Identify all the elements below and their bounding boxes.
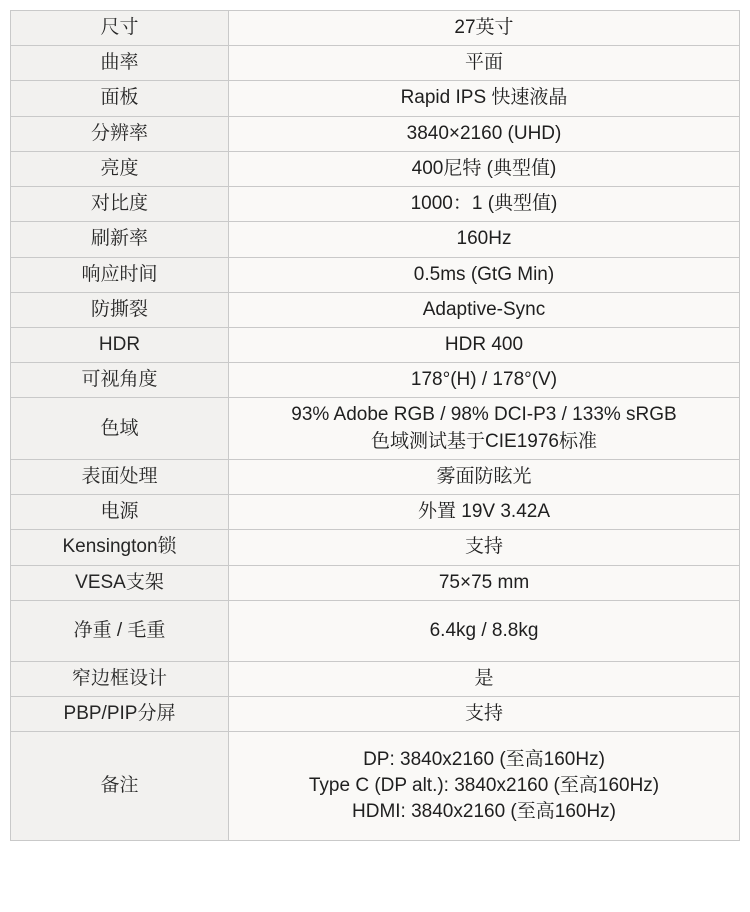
spec-label: Kensington锁 xyxy=(11,530,229,565)
spec-value-line: 178°(H) / 178°(V) xyxy=(410,369,558,391)
table-row xyxy=(11,600,740,661)
spec-value-lines xyxy=(235,85,733,111)
spec-label: HDR xyxy=(11,327,229,362)
spec-value-lines xyxy=(235,402,733,454)
spec-label: 可视角度 xyxy=(11,363,229,398)
spec-value xyxy=(229,565,740,600)
spec-label: PBP/PIP分屏 xyxy=(11,696,229,731)
spec-value-lines xyxy=(235,332,733,358)
spec-label: 面板 xyxy=(11,81,229,116)
spec-value xyxy=(229,363,740,398)
table-row xyxy=(11,661,740,696)
table-row xyxy=(11,459,740,494)
spec-value-line: 0.5ms (GtG Min) xyxy=(413,263,555,285)
spec-label: 对比度 xyxy=(11,187,229,222)
spec-value-line: 1000：1 (典型值) xyxy=(410,193,558,215)
spec-value xyxy=(229,292,740,327)
table-row xyxy=(11,398,740,459)
spec-value-lines xyxy=(235,666,733,692)
spec-value-lines xyxy=(235,570,733,596)
table-row xyxy=(11,565,740,600)
spec-label: 曲率 xyxy=(11,46,229,81)
spec-label: 备注 xyxy=(11,732,229,841)
spec-value-line: 3840×2160 (UHD) xyxy=(406,122,562,144)
spec-value-line: Type C (DP alt.): 3840x2160 (至高160Hz) xyxy=(308,775,660,797)
spec-value-line: 160Hz xyxy=(456,228,512,250)
spec-value xyxy=(229,151,740,186)
spec-value-lines xyxy=(235,499,733,525)
spec-label: 响应时间 xyxy=(11,257,229,292)
spec-value-lines xyxy=(235,747,733,826)
spec-value-lines xyxy=(235,156,733,182)
spec-label: 色域 xyxy=(11,398,229,459)
spec-value-lines xyxy=(235,297,733,323)
spec-value-lines xyxy=(235,534,733,560)
table-row xyxy=(11,187,740,222)
spec-value-line: 6.4kg / 8.8kg xyxy=(429,619,539,641)
table-row xyxy=(11,81,740,116)
table-row xyxy=(11,11,740,46)
spec-value xyxy=(229,222,740,257)
spec-value xyxy=(229,459,740,494)
spec-value xyxy=(229,398,740,459)
spec-value-lines xyxy=(235,121,733,147)
spec-value-line: 色域测试基于CIE1976标准 xyxy=(371,430,597,452)
spec-label: 亮度 xyxy=(11,151,229,186)
spec-value xyxy=(229,661,740,696)
spec-value xyxy=(229,696,740,731)
table-row xyxy=(11,363,740,398)
table-row xyxy=(11,327,740,362)
table-row xyxy=(11,222,740,257)
spec-value xyxy=(229,257,740,292)
spec-value xyxy=(229,116,740,151)
spec-value-line: 75×75 mm xyxy=(438,571,530,593)
spec-value-lines xyxy=(235,262,733,288)
spec-value-line: 支持 xyxy=(464,536,503,558)
table-row xyxy=(11,151,740,186)
spec-value xyxy=(229,327,740,362)
spec-value xyxy=(229,46,740,81)
spec-label: 电源 xyxy=(11,495,229,530)
spec-value-lines xyxy=(235,464,733,490)
spec-value-line: 支持 xyxy=(464,702,503,724)
spec-value xyxy=(229,732,740,841)
spec-value-line: 平面 xyxy=(464,52,503,74)
spec-value xyxy=(229,11,740,46)
spec-value xyxy=(229,187,740,222)
spec-value-line: DP: 3840x2160 (至高160Hz) xyxy=(363,748,605,770)
spec-value-line: Rapid IPS 快速液晶 xyxy=(400,87,568,109)
spec-label: VESA支架 xyxy=(11,565,229,600)
table-row xyxy=(11,257,740,292)
spec-value-lines xyxy=(235,191,733,217)
spec-value-line: 400尼特 (典型值) xyxy=(411,157,557,179)
table-row xyxy=(11,292,740,327)
spec-value-lines xyxy=(235,50,733,76)
spec-value-line: 是 xyxy=(474,667,494,689)
spec-label: 防撕裂 xyxy=(11,292,229,327)
table-body xyxy=(11,11,740,841)
spec-label: 尺寸 xyxy=(11,11,229,46)
table-row xyxy=(11,495,740,530)
specification-table xyxy=(10,10,740,841)
spec-value-line: 93% Adobe RGB / 98% DCI-P3 / 133% sRGB xyxy=(291,404,677,426)
spec-value xyxy=(229,81,740,116)
spec-value-lines xyxy=(235,226,733,252)
spec-value-lines xyxy=(235,701,733,727)
spec-value-lines xyxy=(235,367,733,393)
spec-value-line: HDR 400 xyxy=(444,333,524,355)
spec-value-lines xyxy=(235,15,733,41)
spec-value xyxy=(229,530,740,565)
spec-value xyxy=(229,600,740,661)
spec-value xyxy=(229,495,740,530)
spec-label: 净重 / 毛重 xyxy=(11,600,229,661)
spec-label: 表面处理 xyxy=(11,459,229,494)
spec-label: 刷新率 xyxy=(11,222,229,257)
table-row xyxy=(11,46,740,81)
table-row xyxy=(11,116,740,151)
spec-value-line: 27英寸 xyxy=(454,17,514,38)
spec-label: 分辨率 xyxy=(11,116,229,151)
spec-value-line: Adaptive-Sync xyxy=(422,298,546,320)
spec-label: 窄边框设计 xyxy=(11,661,229,696)
spec-value-lines xyxy=(235,618,733,644)
spec-value-line: HDMI: 3840x2160 (至高160Hz) xyxy=(352,801,616,823)
spec-value-line: 雾面防眩光 xyxy=(436,465,532,487)
table-row xyxy=(11,530,740,565)
table-row xyxy=(11,696,740,731)
spec-value-line: 外置 19V 3.42A xyxy=(417,501,551,523)
table-row xyxy=(11,732,740,841)
